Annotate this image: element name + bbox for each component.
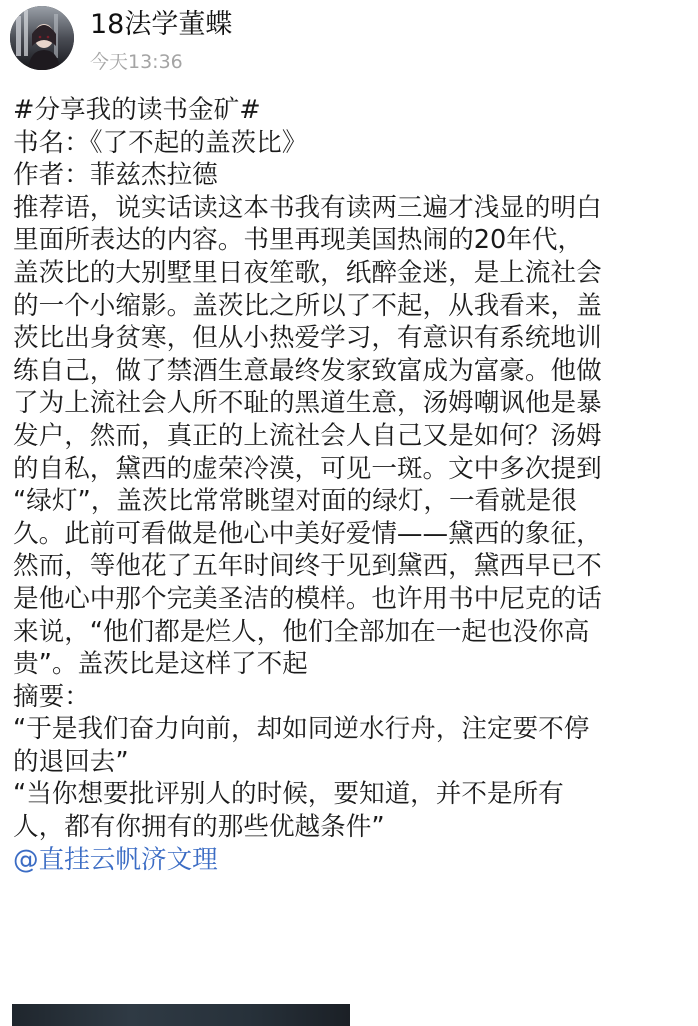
post-text-line: 了为上流社会人所不耻的黑道生意，汤姆嘲讽他是暴 <box>13 388 602 419</box>
post-text-line: “当你想要批评别人的时候，要知道，并不是所有 <box>13 779 564 810</box>
post-text-line: 练自己，做了禁酒生意最终发家致富成为富豪。他做 <box>13 355 602 386</box>
post-text-line: 然而，等他花了五年时间终于见到黛西，黛西早已不 <box>13 551 602 582</box>
post-text-line[interactable]: #分享我的读书金矿# <box>13 95 261 125</box>
post-image[interactable] <box>12 1004 350 1026</box>
post-text-line: 里面所表达的内容。书里再现美国热闹的20年代， <box>13 225 584 256</box>
post-text-line: 发户，然而，真正的上流社会人自己又是如何？汤姆 <box>13 420 602 451</box>
post-text-line: 的退回去” <box>13 746 129 777</box>
post-text-line: 推荐语，说实话读这本书我有读两三遍才浅显的明白 <box>13 192 602 223</box>
post-text-line: 作者：菲兹杰拉德 <box>13 160 218 191</box>
post-header <box>10 6 690 78</box>
post-text-line: 书名：《了不起的盖茨比》 <box>13 127 308 158</box>
username[interactable]: 18法学董蝶 <box>90 9 233 40</box>
post-text-line: 来说，“他们都是烂人，他们全部加在一起也没你高 <box>13 616 590 647</box>
post-text-line: 人，都有你拥有的那些优越条件” <box>13 812 385 843</box>
post-text-line: 盖茨比的大别墅里日夜笙歌，纸醉金迷，是上流社会 <box>13 257 602 288</box>
post-text-line: “于是我们奋力向前，却如同逆水行舟，注定要不停 <box>13 714 590 745</box>
post-text-line: 摘要： <box>13 681 90 712</box>
mention-link[interactable]: @直挂云帆济文理 <box>13 844 218 875</box>
avatar[interactable] <box>10 6 74 70</box>
post-text-line: 贵”。盖茨比是这样了不起 <box>13 649 308 680</box>
post-text-line: 茨比出身贫寒，但从小热爱学习，有意识有系统地训 <box>13 323 602 354</box>
post-timestamp: 今天13:36 <box>90 51 183 73</box>
post-text-line: 久。此前可看做是他心中美好爱情——黛西的象征， <box>13 518 602 549</box>
post-text-line: “绿灯”，盖茨比常常眺望对面的绿灯，一看就是很 <box>13 486 577 517</box>
post-text-line: 是他心中那个完美圣洁的模样。也许用书中尼克的话 <box>13 583 602 614</box>
avatar-image <box>10 6 74 70</box>
post-body <box>13 94 693 876</box>
post-text-line: 的一个小缩影。盖茨比之所以了不起，从我看来，盖 <box>13 290 602 321</box>
post-text-line: 的自私，黛西的虚荣冷漠，可见一斑。文中多次提到 <box>13 453 602 484</box>
